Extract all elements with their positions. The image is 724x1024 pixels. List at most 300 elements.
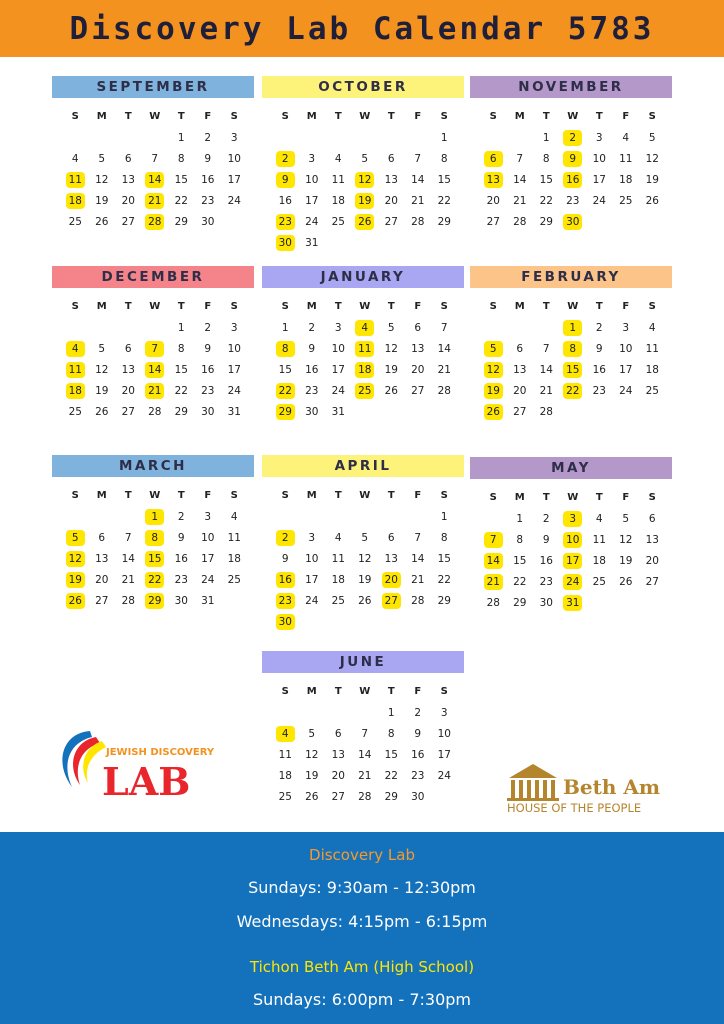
day: 10: [437, 727, 451, 740]
day: 15: [437, 173, 451, 186]
day: 10: [305, 173, 319, 186]
weekday-label: F: [414, 111, 422, 122]
weekday-label: W: [359, 686, 371, 697]
month-header: MARCH: [52, 455, 254, 477]
day: 7: [151, 152, 159, 165]
session-day: 22: [560, 380, 587, 401]
day: 18: [227, 552, 241, 565]
weekday-label: S: [489, 492, 497, 503]
tichon-heading: Tichon Beth Am (High School): [249, 958, 475, 976]
session-day: 4: [62, 338, 89, 359]
session-day: 20: [378, 569, 405, 590]
session-day: 12: [62, 548, 89, 569]
day: 25: [645, 384, 659, 397]
weekday-label: W: [359, 490, 371, 501]
session-day: 2: [272, 527, 299, 548]
day: 20: [486, 194, 500, 207]
day: 19: [95, 384, 109, 397]
month-june: [262, 651, 464, 807]
day: 17: [201, 552, 215, 565]
day: 17: [305, 194, 319, 207]
weekday-label: S: [230, 301, 238, 312]
day: 3: [308, 531, 316, 544]
day: 27: [645, 575, 659, 588]
month-march: [52, 455, 254, 611]
day: 13: [645, 533, 659, 546]
discovery-lab-heading: Discovery Lab: [309, 846, 415, 864]
day: 30: [411, 790, 425, 803]
session-day: 30: [272, 611, 299, 632]
month-days-grid: [272, 681, 464, 807]
day: 16: [305, 363, 319, 376]
day: 25: [227, 573, 241, 586]
day: 19: [95, 194, 109, 207]
day: 29: [539, 215, 553, 228]
day: 15: [384, 748, 398, 761]
day: 20: [121, 384, 135, 397]
day: 29: [437, 215, 451, 228]
weekday-label: T: [124, 301, 132, 312]
day: 24: [201, 573, 215, 586]
beth-am-logo: [505, 760, 680, 815]
weekday-label: W: [149, 301, 161, 312]
day: 9: [595, 342, 603, 355]
day: 15: [174, 173, 188, 186]
day: 3: [622, 321, 630, 334]
session-day: 8: [272, 338, 299, 359]
day: 24: [305, 594, 319, 607]
day: 7: [414, 531, 422, 544]
day: 5: [648, 131, 656, 144]
day: 12: [305, 748, 319, 761]
day: 7: [414, 152, 422, 165]
day: 12: [619, 533, 633, 546]
day: 30: [305, 405, 319, 418]
day: 21: [411, 194, 425, 207]
day: 5: [98, 342, 106, 355]
weekday-label: F: [414, 301, 422, 312]
day: 10: [227, 152, 241, 165]
day: 17: [227, 363, 241, 376]
day: 28: [411, 215, 425, 228]
session-day: 8: [142, 527, 169, 548]
session-day: 26: [62, 590, 89, 611]
day: 27: [513, 405, 527, 418]
day: 5: [361, 531, 369, 544]
day: 24: [305, 215, 319, 228]
day: 26: [645, 194, 659, 207]
session-day: 4: [352, 317, 379, 338]
day: 19: [384, 363, 398, 376]
day: 26: [95, 405, 109, 418]
weekday-label: T: [542, 301, 550, 312]
day: 1: [387, 706, 395, 719]
day: 1: [281, 321, 289, 334]
day: 30: [539, 596, 553, 609]
day: 21: [411, 573, 425, 586]
day: 26: [358, 594, 372, 607]
weekday-label: M: [514, 301, 525, 312]
empty-day: [325, 127, 352, 148]
month-days-grid: [272, 296, 464, 422]
day: 16: [201, 363, 215, 376]
weekday-label: T: [595, 111, 603, 122]
day: 13: [121, 363, 135, 376]
session-day: 19: [480, 380, 507, 401]
day: 15: [437, 552, 451, 565]
beth-am-tagline: HOUSE OF THE PEOPLE: [507, 801, 642, 815]
day: 8: [177, 152, 185, 165]
day: 15: [174, 363, 188, 376]
weekday-label: S: [440, 111, 448, 122]
day: 4: [622, 131, 630, 144]
weekday-label: T: [177, 301, 185, 312]
session-day: 15: [142, 548, 169, 569]
day: 15: [278, 363, 292, 376]
weekday-label: T: [124, 490, 132, 501]
day: 31: [201, 594, 215, 607]
weekday-label: S: [281, 301, 289, 312]
weekday-label: F: [414, 686, 422, 697]
day: 10: [227, 342, 241, 355]
weekday-label: T: [387, 301, 395, 312]
day: 9: [281, 552, 289, 565]
month-header: JANUARY: [262, 266, 464, 288]
weekday-label: S: [71, 301, 79, 312]
session-day: 18: [352, 359, 379, 380]
empty-day: [115, 127, 142, 148]
day: 3: [230, 321, 238, 334]
day: 23: [174, 573, 188, 586]
day: 14: [513, 173, 527, 186]
weekday-label: F: [414, 490, 422, 501]
day: 4: [230, 510, 238, 523]
day: 2: [542, 512, 550, 525]
day: 19: [619, 554, 633, 567]
month-days-grid: [62, 485, 254, 611]
weekday-label: F: [204, 111, 212, 122]
day: 11: [331, 552, 345, 565]
session-day: 16: [272, 569, 299, 590]
weekday-label: M: [514, 111, 525, 122]
month-header: DECEMBER: [52, 266, 254, 288]
day: 24: [619, 384, 633, 397]
day: 23: [411, 769, 425, 782]
empty-day: [62, 506, 89, 527]
day: 17: [227, 173, 241, 186]
day: 19: [305, 769, 319, 782]
weekday-label: T: [387, 490, 395, 501]
month-header: NOVEMBER: [470, 76, 672, 98]
month-days-grid: [480, 106, 672, 232]
day: 11: [592, 533, 606, 546]
jewish-discovery-lab-logo: [52, 725, 217, 805]
weekday-label: W: [149, 111, 161, 122]
day: 11: [619, 152, 633, 165]
day: 28: [358, 790, 372, 803]
day: 6: [387, 531, 395, 544]
day: 27: [486, 215, 500, 228]
session-day: 17: [560, 550, 587, 571]
weekday-label: W: [359, 301, 371, 312]
day: 31: [227, 405, 241, 418]
weekday-label: T: [177, 490, 185, 501]
session-day: 25: [352, 380, 379, 401]
day: 28: [513, 215, 527, 228]
day: 6: [387, 152, 395, 165]
day: 9: [177, 531, 185, 544]
day: 30: [174, 594, 188, 607]
day: 20: [121, 194, 135, 207]
day: 6: [124, 152, 132, 165]
day: 17: [331, 363, 345, 376]
weekday-label: T: [387, 686, 395, 697]
day: 12: [95, 173, 109, 186]
day: 31: [331, 405, 345, 418]
day: 25: [278, 790, 292, 803]
empty-day: [89, 127, 116, 148]
day: 1: [177, 321, 185, 334]
session-day: 18: [62, 190, 89, 211]
day: 29: [174, 215, 188, 228]
day: 27: [384, 215, 398, 228]
weekday-label: S: [489, 301, 497, 312]
empty-day: [299, 506, 326, 527]
sunday-schedule: Sundays: 9:30am - 12:30pm: [248, 878, 476, 897]
day: 8: [440, 531, 448, 544]
day: 17: [619, 363, 633, 376]
day: 2: [308, 321, 316, 334]
tichon-schedule: Sundays: 6:00pm - 7:30pm: [253, 990, 471, 1009]
month-header: APRIL: [262, 455, 464, 477]
day: 3: [334, 321, 342, 334]
empty-day: [299, 127, 326, 148]
weekday-label: T: [177, 111, 185, 122]
day: 9: [542, 533, 550, 546]
weekday-label: S: [648, 301, 656, 312]
day: 28: [148, 405, 162, 418]
day: 12: [384, 342, 398, 355]
day: 24: [592, 194, 606, 207]
day: 29: [174, 405, 188, 418]
day: 29: [384, 790, 398, 803]
day: 1: [177, 131, 185, 144]
day: 16: [278, 194, 292, 207]
day: 14: [437, 342, 451, 355]
month-days-grid: [480, 296, 672, 422]
day: 28: [121, 594, 135, 607]
day: 5: [387, 321, 395, 334]
day: 27: [95, 594, 109, 607]
empty-day: [142, 317, 169, 338]
empty-day: [142, 127, 169, 148]
empty-day: [480, 508, 507, 529]
day: 12: [358, 552, 372, 565]
day: 7: [361, 727, 369, 740]
session-day: 30: [272, 232, 299, 253]
day: 17: [437, 748, 451, 761]
empty-day: [272, 127, 299, 148]
day: 24: [331, 384, 345, 397]
day: 1: [542, 131, 550, 144]
day: 3: [595, 131, 603, 144]
day: 18: [278, 769, 292, 782]
day: 9: [308, 342, 316, 355]
day: 6: [124, 342, 132, 355]
day: 16: [539, 554, 553, 567]
weekday-label: M: [306, 301, 317, 312]
month-header: JUNE: [262, 651, 464, 673]
session-day: 10: [560, 529, 587, 550]
day: 23: [592, 384, 606, 397]
weekday-label: W: [567, 301, 579, 312]
day: 21: [358, 769, 372, 782]
day: 20: [513, 384, 527, 397]
empty-day: [272, 702, 299, 723]
weekday-label: T: [387, 111, 395, 122]
session-day: 8: [560, 338, 587, 359]
day: 13: [513, 363, 527, 376]
session-day: 4: [272, 723, 299, 744]
day: 25: [619, 194, 633, 207]
session-day: 15: [560, 359, 587, 380]
month-header: SEPTEMBER: [52, 76, 254, 98]
empty-day: [62, 127, 89, 148]
day: 2: [204, 321, 212, 334]
weekday-label: W: [359, 111, 371, 122]
empty-day: [507, 127, 534, 148]
empty-day: [480, 127, 507, 148]
session-day: 18: [62, 380, 89, 401]
day: 20: [645, 554, 659, 567]
day: 2: [414, 706, 422, 719]
day: 1: [440, 131, 448, 144]
day: 2: [595, 321, 603, 334]
month-days-grid: [480, 487, 672, 613]
empty-day: [352, 506, 379, 527]
day: 21: [513, 194, 527, 207]
day: 11: [227, 531, 241, 544]
weekday-label: W: [567, 111, 579, 122]
day: 25: [331, 215, 345, 228]
weekday-label: F: [622, 301, 630, 312]
weekday-label: W: [149, 490, 161, 501]
session-day: 12: [352, 169, 379, 190]
day: 12: [645, 152, 659, 165]
empty-day: [352, 127, 379, 148]
empty-day: [325, 702, 352, 723]
day: 1: [516, 512, 524, 525]
month-header: OCTOBER: [262, 76, 464, 98]
session-day: 11: [352, 338, 379, 359]
empty-day: [89, 317, 116, 338]
day: 11: [331, 173, 345, 186]
session-day: 14: [142, 169, 169, 190]
day: 4: [595, 512, 603, 525]
month-november: [470, 76, 672, 232]
day: 22: [539, 194, 553, 207]
session-day: 23: [272, 590, 299, 611]
month-days-grid: [62, 296, 254, 422]
weekday-label: S: [230, 490, 238, 501]
month-february: [470, 266, 672, 422]
day: 27: [411, 384, 425, 397]
session-day: 9: [272, 169, 299, 190]
weekday-label: M: [96, 490, 107, 501]
day: 22: [174, 384, 188, 397]
day: 14: [358, 748, 372, 761]
day: 10: [331, 342, 345, 355]
empty-day: [115, 506, 142, 527]
day: 6: [98, 531, 106, 544]
session-day: 2: [560, 127, 587, 148]
day: 16: [174, 552, 188, 565]
day: 9: [204, 342, 212, 355]
day: 16: [201, 173, 215, 186]
empty-day: [325, 506, 352, 527]
day: 5: [622, 512, 630, 525]
weekday-label: T: [542, 111, 550, 122]
empty-day: [378, 506, 405, 527]
empty-day: [507, 317, 534, 338]
month-days-grid: [272, 485, 464, 632]
month-december: [52, 266, 254, 422]
weekday-label: T: [334, 686, 342, 697]
lab-logo-big-text: LAB: [102, 759, 191, 804]
session-day: 6: [480, 148, 507, 169]
session-day: 19: [352, 190, 379, 211]
day: 2: [177, 510, 185, 523]
day: 8: [440, 152, 448, 165]
day: 23: [539, 575, 553, 588]
day: 13: [411, 342, 425, 355]
day: 4: [334, 152, 342, 165]
day: 13: [331, 748, 345, 761]
day: 18: [592, 554, 606, 567]
day: 17: [305, 573, 319, 586]
day: 21: [539, 384, 553, 397]
page-title: Discovery Lab Calendar 5783: [69, 10, 655, 47]
day: 22: [437, 573, 451, 586]
day: 4: [334, 531, 342, 544]
day: 8: [177, 342, 185, 355]
day: 7: [440, 321, 448, 334]
weekday-label: S: [281, 111, 289, 122]
day: 26: [95, 215, 109, 228]
session-day: 29: [272, 401, 299, 422]
day: 24: [227, 384, 241, 397]
weekday-label: M: [306, 490, 317, 501]
day: 20: [384, 194, 398, 207]
day: 18: [331, 194, 345, 207]
weekday-label: T: [334, 111, 342, 122]
month-may: [470, 457, 672, 613]
day: 22: [437, 194, 451, 207]
weekday-label: M: [96, 301, 107, 312]
weekday-label: S: [648, 111, 656, 122]
day: 30: [201, 405, 215, 418]
day: 3: [440, 706, 448, 719]
day: 21: [121, 573, 135, 586]
day: 26: [619, 575, 633, 588]
day: 19: [358, 573, 372, 586]
day: 10: [592, 152, 606, 165]
weekday-label: T: [595, 301, 603, 312]
weekday-label: M: [306, 686, 317, 697]
lab-logo-small-text: JEWISH DISCOVERY: [106, 747, 215, 758]
month-october: [262, 76, 464, 253]
day: 13: [95, 552, 109, 565]
